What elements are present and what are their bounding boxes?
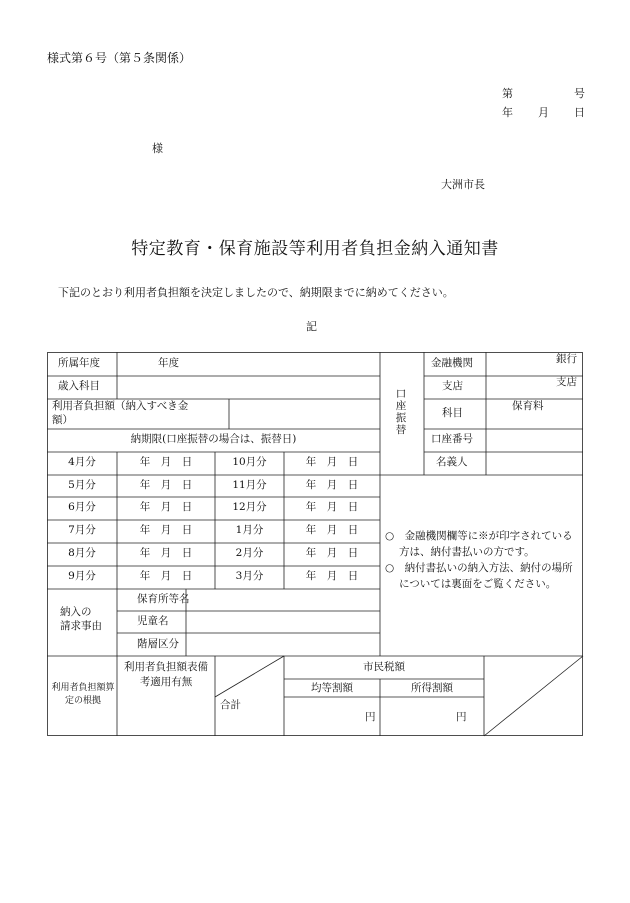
fiscal-year-unit: 年度 bbox=[158, 357, 179, 369]
branch-unit: 支店 bbox=[556, 376, 577, 388]
preparatory-label-line2: 考適用有無 bbox=[139, 676, 193, 688]
per-capita-yen: 円 bbox=[365, 711, 376, 723]
intro-text: 下記のとおり利用者負担額を決定しましたので、納期限までに納めてください。 bbox=[58, 286, 454, 299]
month-right-date: 年 月 日 bbox=[305, 456, 359, 468]
account-holder-label: 名義人 bbox=[436, 456, 468, 468]
month-left-label: 8月分 bbox=[68, 547, 96, 559]
municipal-tax-label: 市民税額 bbox=[363, 661, 405, 673]
month-left-label: 6月分 bbox=[68, 501, 96, 513]
preparatory-label-line1: 利用者負担額表備 bbox=[124, 661, 208, 673]
form-number: 様式第６号（第５条関係） bbox=[47, 51, 192, 65]
month-left-date: 年 月 日 bbox=[139, 570, 193, 582]
year-label: 年 bbox=[502, 106, 513, 119]
month-right-date: 年 月 日 bbox=[305, 547, 359, 559]
child-label: 児童名 bbox=[137, 615, 169, 627]
amount-label-line1: 利用者負担額（納入すべき金 bbox=[52, 400, 189, 412]
month-right-date: 年 月 日 bbox=[305, 524, 359, 536]
month-right-label: 10月分 bbox=[232, 456, 267, 468]
page-title: 特定教育・保育施設等利用者負担金納入通知書 bbox=[131, 239, 499, 259]
month-right-date: 年 月 日 bbox=[305, 570, 359, 582]
month-left-date: 年 月 日 bbox=[139, 524, 193, 536]
day-label: 日 bbox=[574, 106, 585, 119]
month-left-date: 年 月 日 bbox=[139, 479, 193, 491]
month-left-label: 7月分 bbox=[68, 524, 96, 536]
note-payment-slip: ○ 金融機関欄等に※が印字されている方は、納付書払いの方です。 bbox=[385, 530, 573, 558]
note-payment-method: ○ 納付書払いの納入方法、納付の場所については裏面をご覧ください。 bbox=[385, 562, 573, 590]
month-right-date: 年 月 日 bbox=[305, 479, 359, 491]
deadline-label: 納期限(口座振替の場合は、振替日) bbox=[130, 433, 297, 445]
month-right-label: 12月分 bbox=[232, 501, 267, 513]
ki-mark: 記 bbox=[306, 320, 317, 333]
amount-label-line2: 額） bbox=[52, 414, 73, 426]
month-left-date: 年 月 日 bbox=[139, 456, 193, 468]
issuer: 大洲市長 bbox=[441, 178, 485, 191]
income-yen: 円 bbox=[456, 711, 467, 723]
month-left-date: 年 月 日 bbox=[139, 501, 193, 513]
account-number-label: 口座番号 bbox=[431, 433, 473, 445]
month-left-label: 5月分 bbox=[68, 479, 96, 491]
month-label: 月 bbox=[538, 106, 549, 119]
subject-value: 保育料 bbox=[512, 400, 544, 412]
month-right-label: 11月分 bbox=[232, 479, 267, 491]
branch-label: 支店 bbox=[442, 380, 463, 392]
month-right-date: 年 月 日 bbox=[305, 501, 359, 513]
account-transfer-label: 口座振替 bbox=[395, 388, 407, 436]
month-left-label: 9月分 bbox=[68, 570, 96, 582]
facility-label: 保育所等名 bbox=[137, 593, 190, 605]
month-right-label: 3月分 bbox=[235, 570, 264, 582]
doc-no-suffix: 号 bbox=[574, 87, 585, 100]
bank-label: 金融機関 bbox=[431, 357, 473, 369]
month-right-label: 1月分 bbox=[235, 524, 264, 536]
per-capita-label: 均等割額 bbox=[311, 682, 353, 694]
total-label: 合計 bbox=[220, 699, 241, 711]
subject-label: 科目 bbox=[442, 407, 463, 419]
fiscal-year-label: 所属年度 bbox=[58, 357, 100, 369]
doc-no-prefix: 第 bbox=[502, 87, 513, 100]
month-right-label: 2月分 bbox=[235, 547, 264, 559]
notes bbox=[385, 528, 581, 592]
income-label: 所得割額 bbox=[411, 682, 453, 694]
request-reason-label: 納入の 請求事由 bbox=[60, 606, 102, 632]
month-left-date: 年 月 日 bbox=[139, 547, 193, 559]
recipient-suffix: 様 bbox=[152, 142, 163, 155]
basis-label: 利用者負担額算定の根拠 bbox=[51, 683, 115, 706]
revenue-item-label: 歳入科目 bbox=[58, 380, 100, 392]
bank-unit: 銀行 bbox=[556, 353, 577, 365]
tier-label: 階層区分 bbox=[137, 638, 179, 650]
month-left-label: 4月分 bbox=[68, 456, 96, 468]
